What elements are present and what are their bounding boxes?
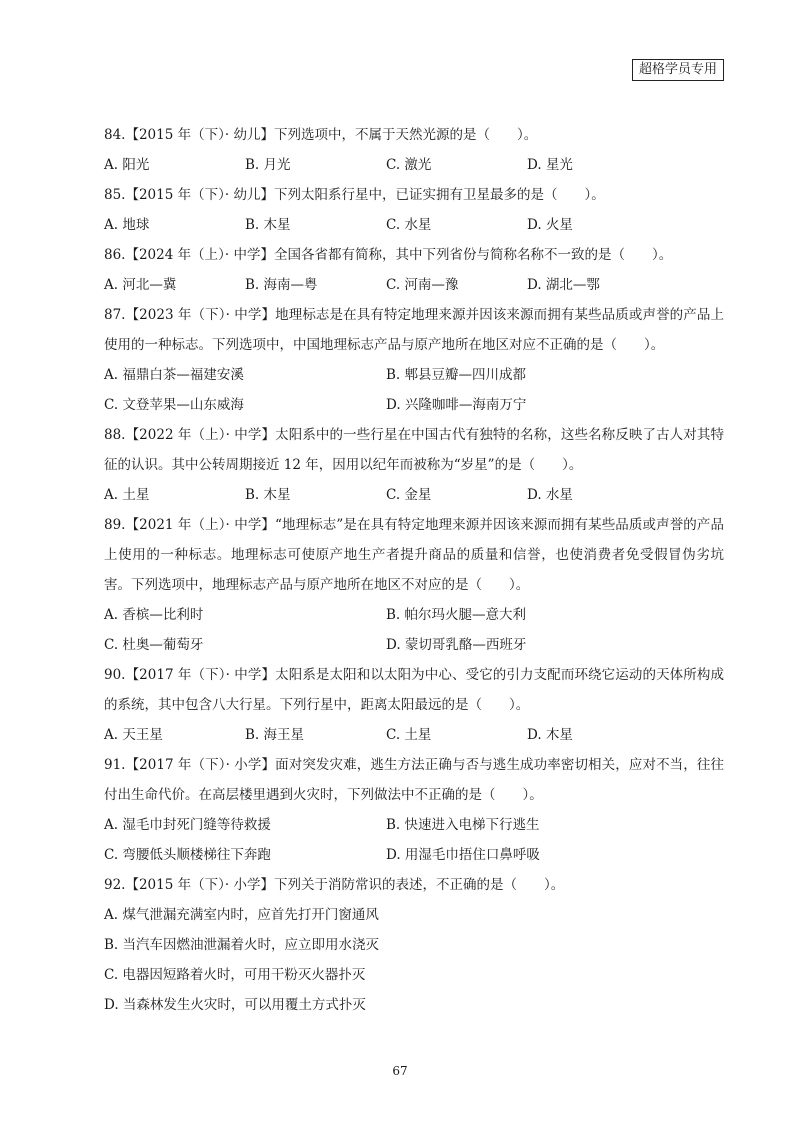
question-86 [104,240,724,300]
question-89 [104,510,724,660]
option-b: B. 月光 [245,157,291,173]
options [104,360,724,420]
option-a: A. 土星 [104,487,150,503]
option-b: B. 帕尔玛火腿—意大利 [386,607,527,623]
option-d: D. 兴隆咖啡—海南万宁 [386,397,527,413]
option-c: C. 杜奥—葡萄牙 [104,637,204,653]
question-stem: 91.【2017 年（下）· 小学】面对突发灾难，逃生方法正确与否与逃生成功率密切相关，应对不当，往往付出生命代价。在高层楼里遇到火灾时，下列做法中不正确的是（ ）。 [104,757,724,803]
option-c: C. 水星 [386,217,432,233]
options [104,270,724,300]
option-a: A. 天王星 [104,727,163,743]
question-88 [104,420,724,510]
option-a: A. 湿毛巾封死门缝等待救援 [104,817,271,833]
option-d: D. 星光 [527,157,573,173]
option-b: B. 木星 [245,217,291,233]
question-stem: 92.【2015 年（下）· 小学】下列关于消防常识的表述，不正确的是（ ）。 [104,877,565,893]
question-stem: 89.【2021 年（上）· 中学】“地理标志”是在具有特定地理来源并因该来源而拥有某些品质或声誉的产品上使用的一种标志。地理标志可使原产地生产者提升商品的质量和信誉，也使消费者免受假冒伪劣坑害。下列选项中，地理标志产品与原产地所在地区不对应的是（ ）。 [104,517,724,593]
option-d: D. 湖北—鄂 [527,277,600,293]
option-d: D. 火星 [527,217,573,233]
question-92 [104,870,724,1020]
option-b: B. 郫县豆瓣—四川成都 [386,367,527,383]
page-number: 67 [392,1064,408,1078]
question-stem: 90.【2017 年（下）· 中学】太阳系是太阳和以太阳为中心、受它的引力支配而环绕它运动的天体所构成的系统，其中包含八大行星。下列行星中，距离太阳最远的是（ ）。 [104,667,724,713]
option-b: B. 当汽车因燃油泄漏着火时，应立即用水浇灭 [104,937,380,953]
options [104,720,724,750]
option-c: C. 土星 [386,727,432,743]
option-a: A. 香槟—比利时 [104,607,204,623]
option-c: C. 文登苹果—山东威海 [104,397,244,413]
options [104,600,724,660]
option-d: D. 蒙切哥乳酪—西班牙 [386,637,527,653]
option-c: C. 河南—豫 [386,277,459,293]
question-stem: 85.【2015 年（下）· 幼儿】下列太阳系行星中，已证实拥有卫星最多的是（ ）。 [104,187,605,203]
question-stem: 88.【2022 年（上）· 中学】太阳系中的一些行星在中国古代有独特的名称，这些名称反映了古人对其特征的认识。其中公转周期接近 12 年，因用以纪年而被称为“岁星”的是（ ）。 [104,427,724,473]
option-c: C. 弯腰低头顺楼梯往下奔跑 [104,847,271,863]
option-a: A. 地球 [104,217,150,233]
question-stem: 86.【2024 年（上）· 中学】全国各省都有简称，其中下列省份与简称名称不一致的是（ ）。 [104,247,673,263]
option-a: A. 煤气泄漏充满室内时，应首先打开门窗通风 [104,907,379,923]
question-87 [104,300,724,420]
option-b: B. 快速进入电梯下行逃生 [386,817,540,833]
options [104,150,724,180]
option-d: D. 水星 [527,487,573,503]
option-d: D. 当森林发生火灾时，可以用覆土方式扑灭 [104,997,366,1013]
question-90 [104,660,724,750]
question-stem: 84.【2015 年（下）· 幼儿】下列选项中，不属于天然光源的是（ ）。 [104,127,538,143]
option-c: C. 电器因短路着火时，可用干粉灭火器扑灭 [104,967,366,983]
options [104,810,724,870]
question-stem: 87.【2023 年（下）· 中学】地理标志是在具有特定地理来源并因该来源而拥有某些品质或声誉的产品上使用的一种标志。下列选项中，中国地理标志产品与原产地所在地区对应不正确的是（ ）。 [104,307,724,353]
member-only-badge: 超格学员专用 [632,59,724,81]
options [104,900,724,1020]
question-list [104,120,724,1020]
option-c: C. 金星 [386,487,432,503]
option-d: D. 用湿毛巾捂住口鼻呼吸 [386,847,540,863]
option-b: B. 木星 [245,487,291,503]
option-b: B. 海王星 [245,727,305,743]
question-84 [104,120,724,180]
options [104,480,724,510]
option-c: C. 激光 [386,157,432,173]
option-a: A. 河北—冀 [104,277,177,293]
question-85 [104,180,724,240]
question-91 [104,750,724,870]
option-a: A. 福鼎白茶—福建安溪 [104,367,244,383]
option-d: D. 木星 [527,727,573,743]
options [104,210,724,240]
option-a: A. 阳光 [104,157,150,173]
option-b: B. 海南—粤 [245,277,318,293]
